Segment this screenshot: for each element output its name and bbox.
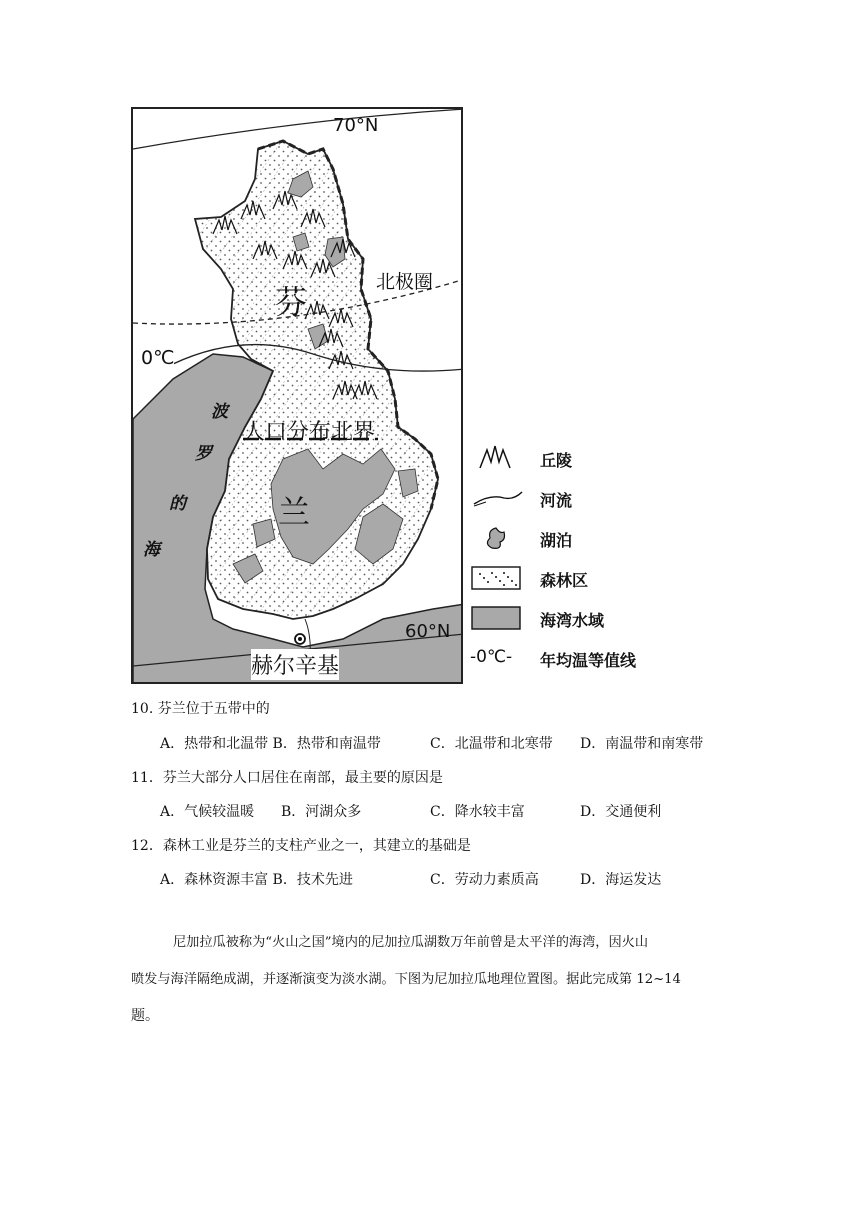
sea-label-2: 罗 [195, 444, 212, 464]
river-icon [470, 484, 524, 512]
map-graphic [133, 109, 463, 684]
question-11-option-d: D．交通便利 [580, 804, 662, 820]
legend-label: 河流 [540, 491, 573, 510]
legend-item-isotherm [470, 644, 710, 678]
sea-label-1: 波 [211, 402, 228, 422]
question-10-option-ab: A．热带和北温带 B．热带和南温带 [160, 736, 381, 752]
question-12-stem: 12．森林工业是芬兰的支柱产业之一，其建立的基础是 [131, 838, 471, 854]
legend-label: 丘陵 [540, 451, 573, 470]
legend-item-river [470, 484, 710, 518]
passage-line-3: 题。 [131, 1008, 159, 1024]
question-10-option-d: D．南温带和南寒带 [580, 736, 704, 752]
legend-label: 海湾水域 [540, 611, 605, 630]
legend-label: 湖泊 [540, 531, 573, 550]
legend-item-bay-water [470, 604, 710, 638]
hills-icon [470, 444, 524, 472]
question-11-stem: 11．芬兰大部分人口居住在南部，最主要的原因是 [131, 770, 443, 786]
lat-70-line [133, 109, 463, 149]
country-label-2: 兰 [278, 493, 311, 531]
question-10-option-c: C．北温带和北寒带 [430, 736, 553, 752]
question-12-option-d: D．海运发达 [580, 872, 662, 888]
arctic-circle-label: 北极圈 [376, 271, 434, 293]
isotherm-icon [470, 647, 524, 675]
isotherm-symbol-text: -0℃- [470, 647, 513, 667]
legend-item-lake [470, 524, 710, 558]
lake-icon [470, 524, 524, 552]
passage-line-1: 尼加拉瓜被称为“火山之国”境内的尼加拉瓜湖数万年前曾是太平洋的海湾，因火山 [173, 935, 649, 950]
country-label-1: 芬 [275, 283, 308, 321]
question-10-stem: 10. 芬兰位于五带中的 [131, 701, 270, 717]
lat-60-label: 60°N [405, 621, 451, 642]
question-11-option-a: A．气候较温暖 [160, 804, 255, 820]
question-11-option-c: C．降水较丰富 [430, 804, 525, 820]
legend-item-hills [470, 444, 710, 478]
passage [131, 924, 731, 1035]
legend-label: 森林区 [540, 571, 589, 590]
question-11-option-b: B．河湖众多 [281, 804, 362, 820]
legend-label: 年均温等值线 [540, 651, 637, 670]
sea-label-4: 海 [143, 540, 160, 560]
legend-item-forest [470, 564, 710, 598]
isotherm-label: 0℃ [141, 347, 175, 369]
question-12-option-ab: A．森林资源丰富 B．技术先进 [160, 872, 353, 888]
forest-icon [470, 564, 524, 592]
finland-map [131, 107, 463, 684]
bay-water-icon [470, 604, 524, 632]
question-12-option-c: C．劳动力素质高 [430, 872, 539, 888]
lat-70-label: 70°N [333, 115, 379, 136]
passage-line-2: 喷发与海洋隔绝成湖，并逐渐演变为淡水湖。下图为尼加拉瓜地理位置图。据此完成第 12~14 [131, 972, 681, 987]
sea-label-3: 的 [169, 494, 186, 514]
population-boundary-label: 人口分布北界 [243, 420, 376, 445]
capital-label: 赫尔辛基 [251, 649, 339, 680]
